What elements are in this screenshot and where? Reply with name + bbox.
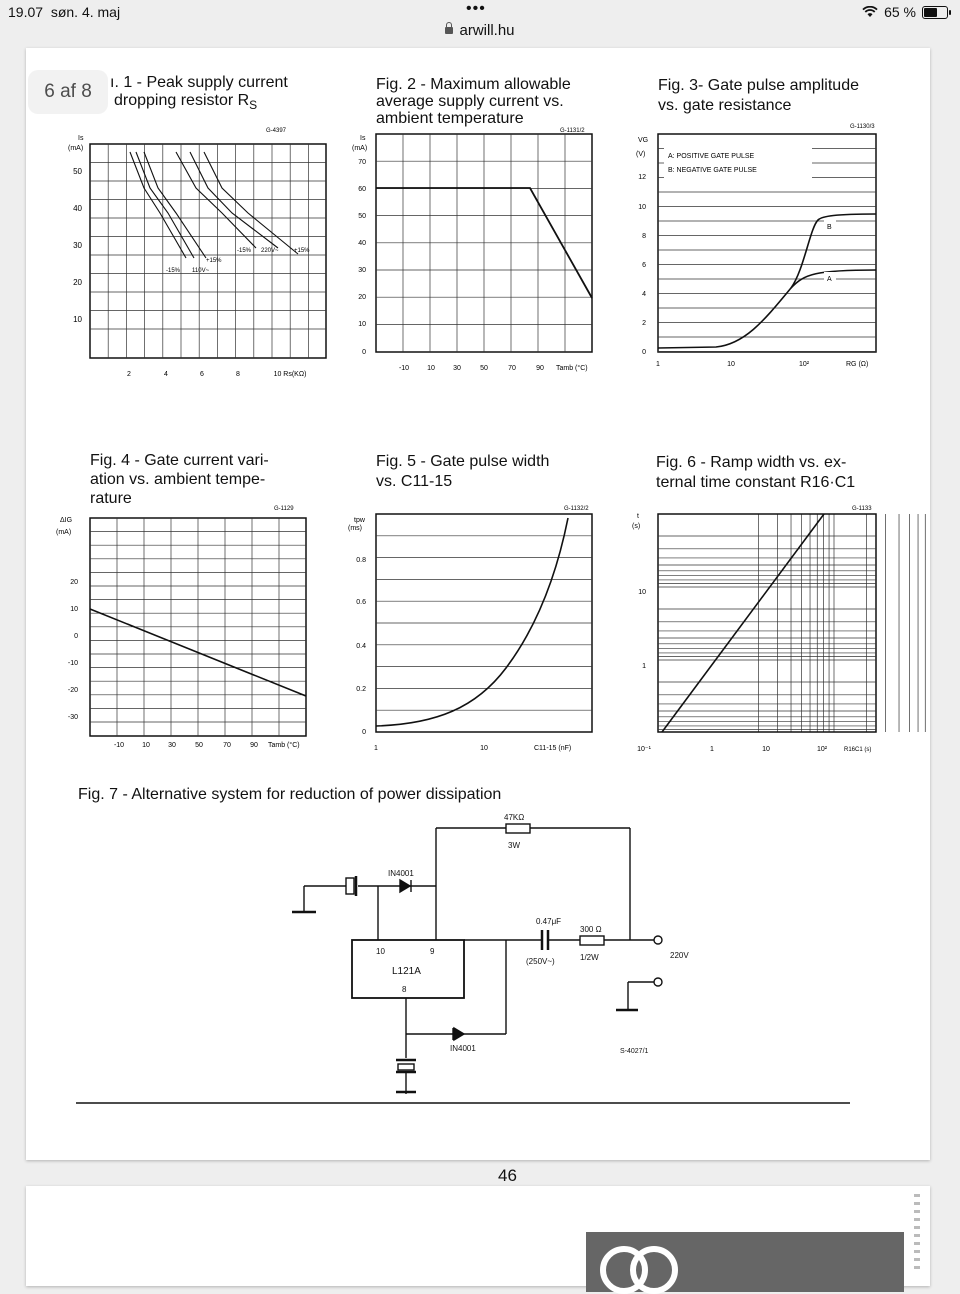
fig4-x-tick: 10 — [142, 742, 150, 749]
fig3-label-b: B — [827, 224, 832, 231]
fig2-x-tick: 30 — [453, 365, 461, 372]
fig1-y-unit2: (mA) — [68, 145, 84, 152]
fig2-y-tick: 40 — [358, 240, 366, 247]
fig7-pin8: 8 — [402, 985, 407, 994]
fig6-y-tick: 10 — [638, 589, 646, 596]
fig3-y-tick: 12 — [638, 174, 646, 181]
fig1-chart — [68, 128, 326, 378]
fig4-x-tick: 70 — [223, 742, 231, 749]
fig7-pin10: 10 — [376, 947, 385, 956]
fig1-y-tick: 10 — [73, 315, 82, 324]
fig2-y-tick: 10 — [358, 321, 366, 328]
fig6-code: G-1133 — [852, 506, 872, 512]
fig3-label-a: A — [827, 276, 832, 283]
fig6-x-tick: 10² — [816, 746, 828, 753]
fig2-x-tick: 70 — [508, 365, 516, 372]
fig1-x-tick: 2 — [127, 371, 131, 378]
fig2-y-tick: 60 — [358, 186, 366, 193]
fig6-y-unit: t — [637, 513, 639, 520]
fig5-y-tick: 0 — [362, 729, 366, 736]
fig3-y-tick: 6 — [642, 262, 646, 269]
fig4-y-tick: 10 — [70, 606, 78, 613]
status-bar — [0, 0, 960, 24]
fig7-pin9: 9 — [430, 947, 435, 956]
fig3-x-tick: 10² — [798, 361, 810, 368]
fig2-y-tick: 0 — [362, 349, 366, 356]
fig3-caption: Fig. 3- Gate pulse amplitude vs. gate resistance — [658, 77, 859, 114]
fig7-r1-power: 3W — [508, 841, 520, 850]
page-number: 46 — [498, 1166, 517, 1185]
fig5-curve — [376, 518, 568, 726]
fig7-ic-label: L121A — [392, 966, 421, 977]
fig3-y-tick: 8 — [642, 233, 646, 240]
fig4-y-tick: -10 — [67, 660, 78, 667]
fig2-x-tick: 10 — [427, 365, 435, 372]
fig4-y-unit2: (mA) — [56, 529, 72, 536]
fig7-supply-label: 220V — [670, 951, 689, 960]
fig7-cap-label: 0.47μF — [536, 917, 562, 926]
fig4-caption: Fig. 4 - Gate current vari- ation vs. ambient tempe- rature — [90, 452, 269, 507]
fig7-r2-power: 1/2W — [580, 953, 599, 962]
fig6-x-label: R16C1 (s) — [844, 747, 872, 753]
status-date: søn. 4. maj — [50, 4, 121, 20]
status-right — [862, 4, 948, 20]
fig1-label: -15% — [166, 268, 181, 274]
document-page — [26, 48, 930, 1185]
fig5-x-tick: 10 — [480, 745, 488, 752]
fig2-x-tick: -10 — [398, 365, 410, 372]
fig1-curve — [144, 152, 206, 258]
fig3-chart — [636, 124, 930, 368]
fig5-y-tick: 0.2 — [356, 686, 366, 693]
fig7-cap-rating: (250V~) — [526, 957, 555, 966]
fig3-x-tick: 10 — [727, 361, 735, 368]
fig1-label: 110V~ — [192, 268, 210, 274]
fig4-y-tick: 20 — [70, 579, 78, 586]
fig5-y-tick: 0.6 — [356, 599, 366, 606]
fig1-label: -15% — [237, 248, 252, 254]
fig1-y-tick: 50 — [73, 167, 82, 176]
fig1-curve — [204, 152, 298, 254]
fig1-code: G-4397 — [266, 128, 287, 134]
fig3-legend-b: B: NEGATIVE GATE PULSE — [668, 167, 757, 174]
fig2-y-unit2: (mA) — [352, 145, 368, 152]
fig6-x-tick: 1 — [710, 746, 714, 753]
more-options-icon[interactable]: ••• — [466, 0, 486, 17]
fig7-labels — [376, 813, 689, 1055]
page-indicator: 6 af 8 — [28, 70, 108, 114]
fig3-y-tick: 0 — [642, 349, 646, 356]
fig2-y-unit: Is — [360, 135, 366, 142]
fig4-x-tick: 30 — [168, 742, 176, 749]
fig1-x-tick: 6 — [200, 371, 204, 378]
fig1-curve — [130, 152, 186, 258]
fig6-curve — [662, 514, 824, 732]
status-time: 19.07 søn. 4. maj — [8, 4, 121, 20]
fig4-chart — [56, 506, 306, 749]
fig2-y-tick: 50 — [358, 213, 366, 220]
fig5-chart — [348, 506, 930, 752]
fig3-y-tick: 2 — [642, 320, 646, 327]
fig1-label: 220V~ — [261, 248, 279, 254]
fig3-x-tick: 1 — [656, 361, 660, 368]
next-page-preview[interactable] — [26, 1186, 930, 1286]
fig2-caption: Fig. 2 - Maximum allowable average supply current vs. ambient temperature — [376, 76, 571, 127]
fig4-y-unit: ΔIG — [60, 517, 73, 524]
fig7-diode2-label: IN4001 — [450, 1044, 476, 1053]
fig3-curve-a — [658, 270, 876, 348]
fig5-code: G-1132/2 — [564, 506, 589, 512]
url-text: arwill.hu — [459, 22, 515, 39]
next-page-logo — [586, 1232, 904, 1292]
fig7-caption: Fig. 7 - Alternative system for reduction of power dissipation — [78, 786, 502, 803]
fig4-x-tick: -10 — [113, 742, 125, 749]
battery-icon — [922, 6, 948, 19]
fig5-x-tick: 1 — [374, 745, 378, 752]
fig4-y-tick: 0 — [74, 633, 78, 640]
lock-icon — [445, 27, 453, 34]
fig3-y-tick: 10 — [638, 204, 646, 211]
fig4-x-tick: 50 — [195, 742, 203, 749]
fig4-x-tick: 90 — [250, 742, 258, 749]
fig2-y-tick: 20 — [358, 294, 366, 301]
fig1-label: +15% — [294, 248, 310, 254]
fig5-caption: Fig. 5 - Gate pulse width vs. C11-15 — [376, 453, 550, 490]
fig6-y-tick: 1 — [642, 663, 646, 670]
fig2-y-tick: 30 — [358, 267, 366, 274]
fig6-x-tick: 10 — [762, 746, 770, 753]
fig1-y-tick: 20 — [73, 278, 82, 287]
fig2-code: G-1131/2 — [560, 128, 585, 134]
fig5-y-unit2: (ms) — [348, 525, 362, 532]
fig4-y-tick: -30 — [67, 714, 78, 721]
fig5-x-label: C11-15 (nF) — [534, 745, 572, 752]
fig3-y-tick: 4 — [642, 291, 646, 298]
fig2-x-tick: 90 — [536, 365, 544, 372]
fig1-x-tick: 10 Rs(KΩ) — [273, 371, 307, 378]
fig7-r1-label: 47KΩ — [504, 813, 525, 822]
fig4-code: G-1129 — [274, 506, 294, 512]
fig7-schematic — [76, 824, 850, 1103]
fig3-y-unit2: (V) — [636, 151, 646, 158]
battery-percent: 65 % — [884, 4, 916, 20]
fig4-y-tick: -20 — [67, 687, 78, 694]
fig6-x-tick: 10⁻¹ — [637, 746, 651, 753]
fig7-code: S-4027/1 — [620, 1048, 649, 1055]
wifi-icon — [862, 6, 878, 18]
fig6-y-unit2: (s) — [632, 523, 641, 530]
fig3-y-unit: VG — [638, 137, 649, 144]
fig7-diode1-label: IN4001 — [388, 869, 414, 878]
fig2-x-tick: 50 — [480, 365, 488, 372]
fig1-curve — [176, 152, 256, 248]
fig2-x-label: Tamb (°C) — [556, 365, 588, 372]
fig3-x-label: RG (Ω) — [846, 361, 869, 368]
fig7-r2-label: 300 Ω — [580, 925, 602, 934]
fig1-y-unit: Is — [78, 135, 84, 142]
fig6-caption: Fig. 6 - Ramp width vs. ex- ternal time constant R16·C1 — [656, 454, 856, 491]
url-bar[interactable] — [0, 22, 960, 44]
scanned-figures — [26, 48, 930, 1160]
fig5-y-tick: 0.8 — [356, 557, 366, 564]
next-page-edge-marks — [914, 1194, 920, 1274]
fig5-y-tick: 0.4 — [356, 643, 366, 650]
fig5-y-unit: tpw — [354, 517, 365, 524]
fig1-x-tick: 8 — [236, 371, 240, 378]
fig1-x-tick: 4 — [164, 371, 168, 378]
fig3-code: G-1130/3 — [850, 124, 875, 130]
fig1-caption: ı. 1 - Peak supply current dropping resistor $R_S$ — [110, 74, 288, 113]
fig3-legend-a: A: POSITIVE GATE PULSE — [668, 153, 755, 160]
fig1-y-tick: 30 — [73, 241, 82, 250]
fig1-label: +15% — [206, 258, 222, 264]
fig1-y-tick: 40 — [73, 204, 82, 213]
fig4-x-label: Tamb (°C) — [268, 742, 300, 749]
fig2-y-tick: 70 — [358, 159, 366, 166]
fig2-chart — [352, 128, 592, 372]
